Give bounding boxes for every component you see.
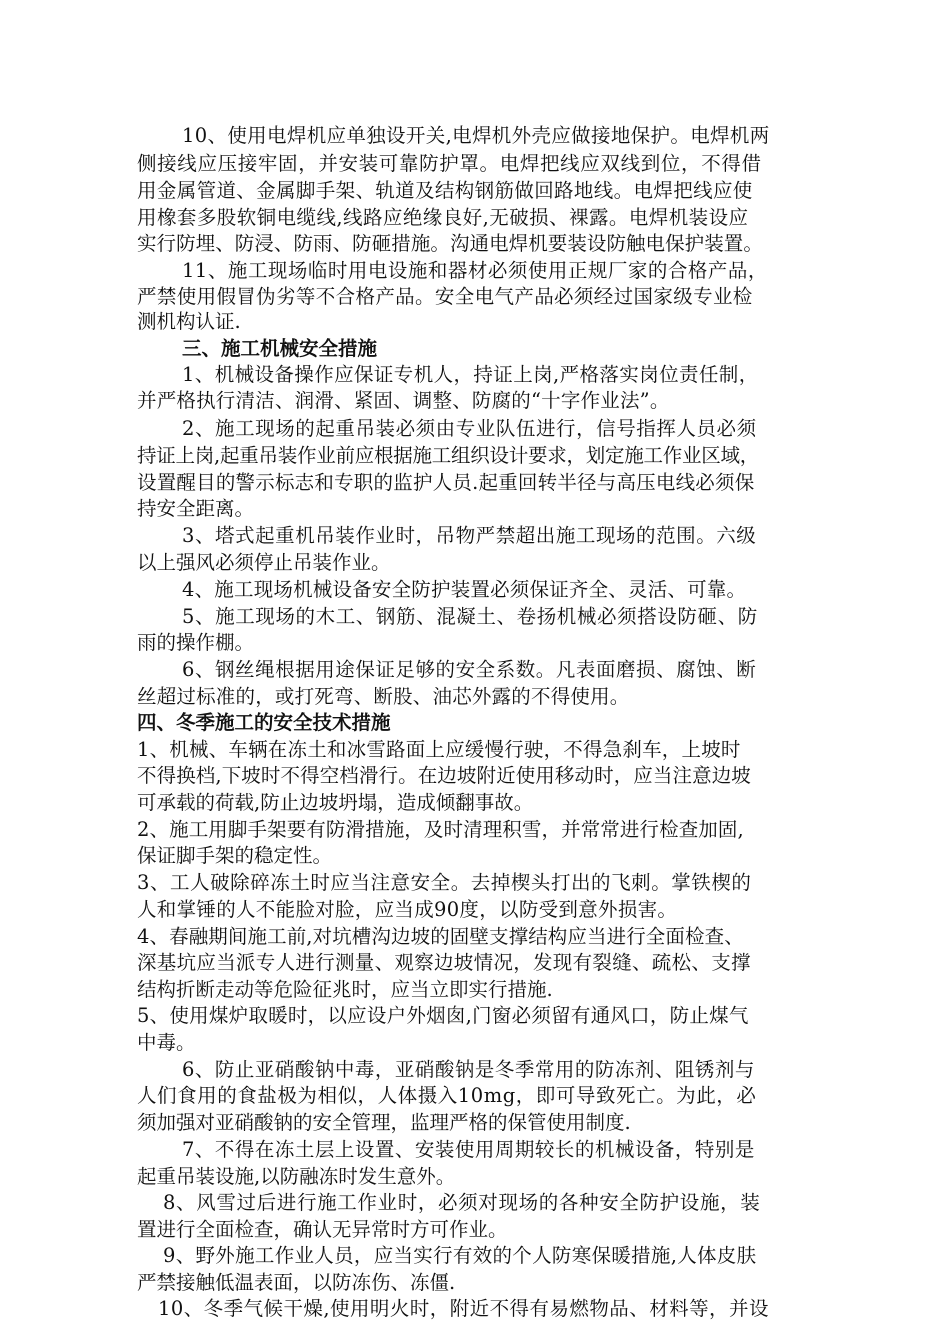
text-line: 须加强对亚硝酸钠的安全管理，监理严格的保管使用制度. bbox=[137, 1111, 631, 1134]
text-line: 以上强风必须停止吊装作业。 bbox=[137, 551, 391, 574]
text-line: 用橡套多股软铜电缆线,线路应绝缘良好,无破损、裸露。电焊机装设应 bbox=[137, 206, 749, 229]
text-line: 4、春融期间施工前,对坑槽沟边坡的固壁支撑结构应当进行全面检查、 bbox=[137, 925, 744, 948]
text-line: 用金属管道、金属脚手架、轨道及结构钢筋做回路地线。电焊把线应使 bbox=[137, 179, 753, 202]
text-line: 人们食用的食盐极为相似，人体摄入10mg，即可导致死亡。为此，必 bbox=[137, 1084, 757, 1107]
text-line: 人和掌锤的人不能脸对脸，应当成90度，以防受到意外损害。 bbox=[137, 898, 678, 921]
text-line: 2、施工现场的起重吊装必须由专业队伍进行，信号指挥人员必须 bbox=[182, 417, 757, 440]
text-line: 10、使用电焊机应单独设开关,电焊机外壳应做接地保护。电焊机两 bbox=[182, 124, 770, 147]
text-line: 侧接线应压接牢固，并安装可靠防护罩。电焊把线应双线到位，不得借 bbox=[137, 152, 762, 175]
text-line: 中毒。 bbox=[137, 1031, 196, 1054]
text-line: 持安全距离。 bbox=[137, 497, 255, 520]
text-line: 3、塔式起重机吊装作业时，吊物严禁超出施工现场的范围。六级 bbox=[182, 524, 757, 547]
text-line: 6、钢丝绳根据用途保证足够的安全系数。凡表面磨损、腐蚀、断 bbox=[182, 658, 757, 681]
text-line: 实行防埋、防浸、防雨、防砸措施。沟通电焊机要装设防触电保护装置。 bbox=[137, 232, 763, 255]
text-line: 8、风雪过后进行施工作业时，必须对现场的各种安全防护设施，装 bbox=[163, 1191, 761, 1214]
text-line: 7、不得在冻土层上设置、安装使用周期较长的机械设备，特别是 bbox=[182, 1138, 755, 1161]
text-line: 3、工人破除碎冻土时应当注意安全。去掉楔头打出的飞刺。掌铁楔的 bbox=[137, 871, 752, 894]
text-line: 丝超过标准的，或打死弯、断股、油芯外露的不得使用。 bbox=[137, 685, 630, 708]
text-line: 1、机械、车辆在冻土和冰雪路面上应缓慢行驶，不得急刹车，上坡时 bbox=[137, 738, 741, 761]
text-line: 测机构认证. bbox=[137, 310, 241, 333]
text-line: 设置醒目的警示标志和专职的监护人员.起重回转半径与高压电线必须保 bbox=[137, 471, 755, 494]
text-line: 6、防止亚硝酸钠中毒，亚硝酸钠是冬季常用的防冻剂、阻锈剂与 bbox=[182, 1058, 755, 1081]
text-line: 雨的操作棚。 bbox=[137, 631, 255, 654]
text-line: 5、使用煤炉取暖时，以应设户外烟囱,门窗必须留有通风口，防止煤气 bbox=[137, 1004, 749, 1027]
text-line: 保证脚手架的稳定性。 bbox=[137, 844, 333, 867]
text-line: 5、施工现场的木工、钢筋、混凝土、卷扬机械必须搭设防砸、防 bbox=[182, 605, 758, 628]
text-line: 并严格执行清洁、润滑、紧固、调整、防腐的“十字作业法”。 bbox=[137, 389, 670, 412]
section-heading: 三、施工机械安全措施 bbox=[182, 337, 378, 360]
text-line: 结构折断走动等危险征兆时，应当立即实行措施. bbox=[137, 978, 553, 1001]
text-line: 11、施工现场临时用电设施和器材必须使用正规厂家的合格产品， bbox=[182, 259, 768, 282]
text-line: 起重吊装设施,以防融冻时发生意外。 bbox=[137, 1165, 456, 1188]
text-line: 1、机械设备操作应保证专机人，持证上岗,严格落实岗位责任制， bbox=[182, 363, 759, 386]
text-line: 4、施工现场机械设备安全防护装置必须保证齐全、灵活、可靠。 bbox=[182, 578, 747, 601]
text-line: 9、野外施工作业人员，应当实行有效的个人防寒保暖措施,人体皮肤 bbox=[163, 1244, 757, 1267]
text-line: 置进行全面检查，确认无异常时方可作业。 bbox=[137, 1218, 508, 1241]
text-line: 深基坑应当派专人进行测量、观察边坡情况，发现有裂缝、疏松、支撑 bbox=[137, 951, 751, 974]
text-line: 不得换档,下坡时不得空档滑行。在边坡附近使用移动时，应当注意边坡 bbox=[137, 764, 751, 787]
text-line: 严禁使用假冒伪劣等不合格产品。安全电气产品必须经过国家级专业检 bbox=[137, 285, 753, 308]
text-line: 2、施工用脚手架要有防滑措施，及时清理积雪，并常常进行检查加固, bbox=[137, 818, 744, 841]
text-line: 10、冬季气候干燥,使用明火时，附近不得有易燃物品、材料等，并设 bbox=[158, 1297, 769, 1320]
text-line: 可承载的荷载,防止边坡坍塌，造成倾翻事故。 bbox=[137, 791, 534, 814]
text-line: 严禁接触低温表面，以防冻伤、冻僵. bbox=[137, 1271, 456, 1294]
section-heading: 四、冬季施工的安全技术措施 bbox=[137, 711, 391, 734]
text-line: 持证上岗,起重吊装作业前应根据施工组织设计要求，划定施工作业区域， bbox=[137, 444, 759, 467]
